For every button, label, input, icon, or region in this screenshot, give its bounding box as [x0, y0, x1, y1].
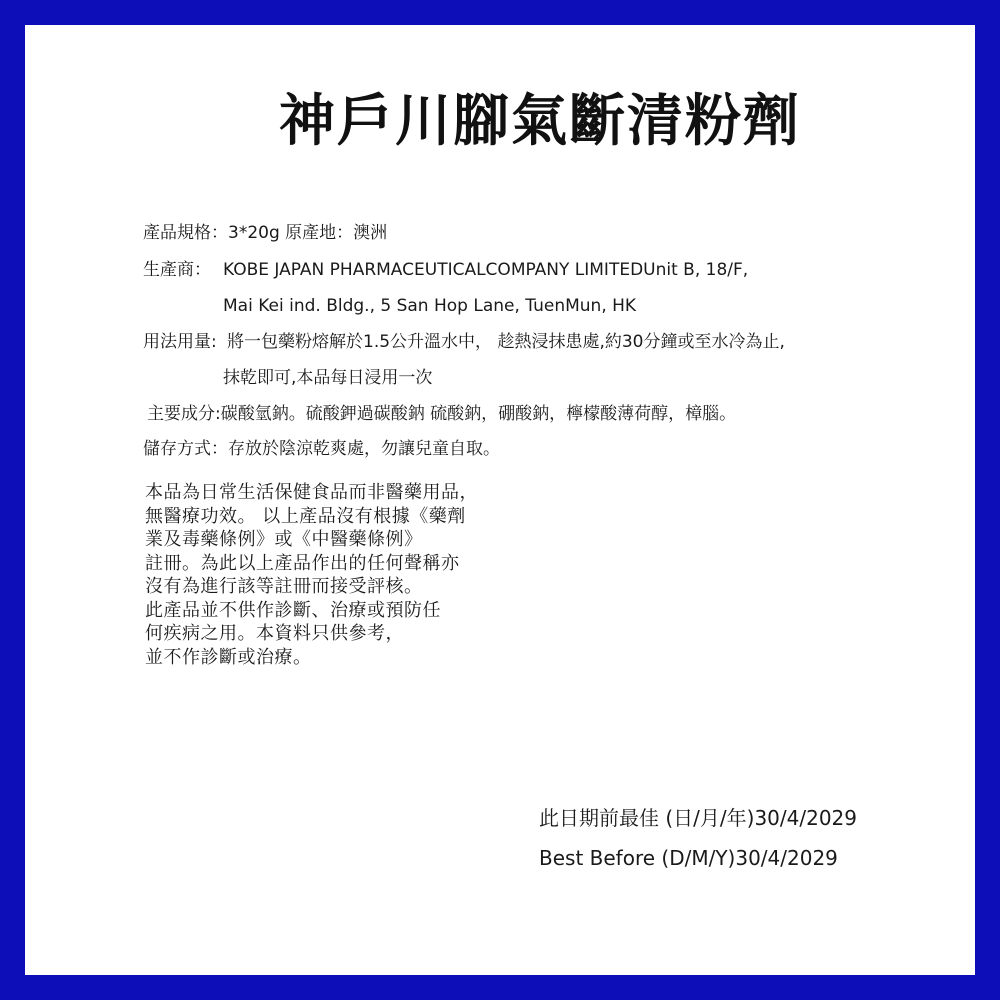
usage-line1: 將一包藥粉熔解於1.5公升溫水中， 趁熱浸抹患處,約30分鐘或至水冷為止,: [227, 332, 785, 352]
disclaimer-line: 業及毒藥條例》或《中醫藥條例》: [145, 529, 423, 550]
usage-line2: 抹乾即可,本品每日浸用一次: [223, 368, 433, 388]
disclaimer-line: 此產品並不供作診斷、治療或預防任: [145, 599, 441, 621]
product-label-card: [25, 25, 975, 975]
spec-origin-line: 產品規格：3*20g 原產地：澳洲: [143, 223, 388, 243]
disclaimer-line: 何疾病之用。本資料只供參考，: [145, 623, 404, 644]
ingredients-line: 主要成分:碳酸氫鈉。硫酸鉀過碳酸鈉 硫酸鈉，硼酸鈉，檸檬酸薄荷醇，樟腦。: [147, 404, 737, 424]
best-before-zh: 此日期前最佳 (日/月/年)30/4/2029: [539, 806, 857, 830]
disclaimer-line: 本品為日常生活保健食品而非醫藥用品，: [145, 482, 478, 503]
manufacturer-label: 生產商：: [143, 260, 211, 280]
disclaimer-block: [145, 481, 565, 669]
storage-line: 儲存方式：存放於陰涼乾爽處，勿讓兒童自取。: [143, 439, 500, 459]
disclaimer-line: 註冊。為此以上產品作出的任何聲稱亦: [145, 552, 460, 574]
disclaimer-line: 沒有為進行該等註冊而接受評核。: [145, 576, 423, 597]
disclaimer-line: 無醫療功效。 以上產品沒有根據《藥劑: [145, 505, 466, 527]
disclaimer-line: 並不作診斷或治療。: [145, 646, 312, 668]
manufacturer-address-line2: Mai Kei ind. Bldg., 5 San Hop Lane, TuenMun, HK: [223, 296, 637, 316]
manufacturer-address-line1: KOBE JAPAN PHARMACEUTICALCOMPANY LIMITEDUnit B, 18/F,: [223, 260, 749, 280]
usage-label: 用法用量:: [143, 332, 217, 352]
best-before-en: Best Before (D/M/Y)30/4/2029: [539, 846, 838, 870]
product-title: 神戶川腳氣斷清粉劑: [279, 89, 801, 154]
